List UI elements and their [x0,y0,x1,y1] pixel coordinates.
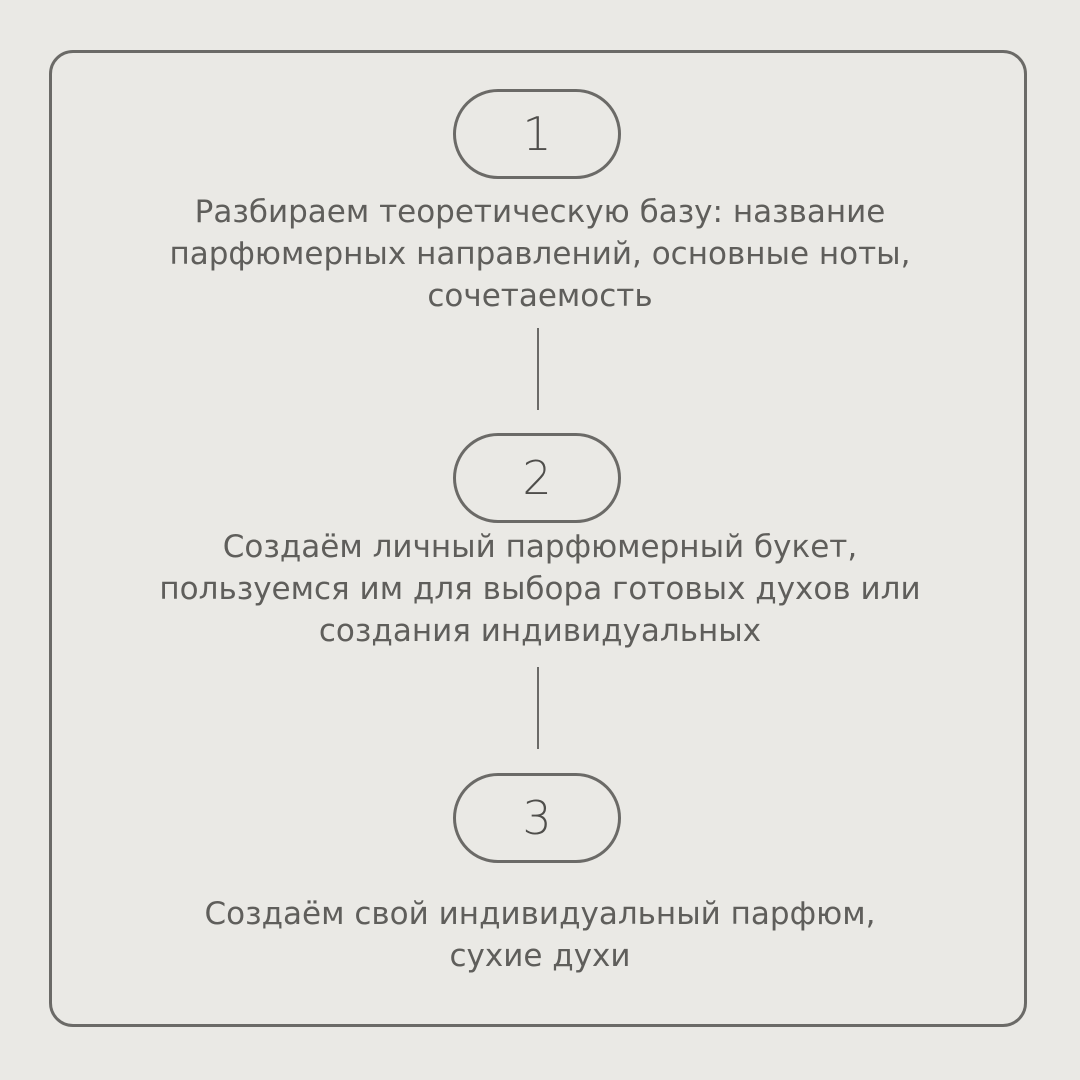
step-1-description: Разбираем теоретическую базу: название парфюмерных направлений, основные ноты, сочетаемость [169,194,911,314]
connector-line-1 [537,328,539,410]
step-2-number-badge: 2 [453,433,621,523]
step-3-description: Создаём свой индивидуальный парфюм, сухие духи [204,896,876,974]
step-2-description: Создаём личный парфюмерный букет, пользуемся им для выбора готовых духов или создания индивидуальных [159,529,921,649]
connector-line-2 [537,667,539,749]
step-1-number-badge: 1 [453,89,621,179]
step-3-number-badge: 3 [453,773,621,863]
